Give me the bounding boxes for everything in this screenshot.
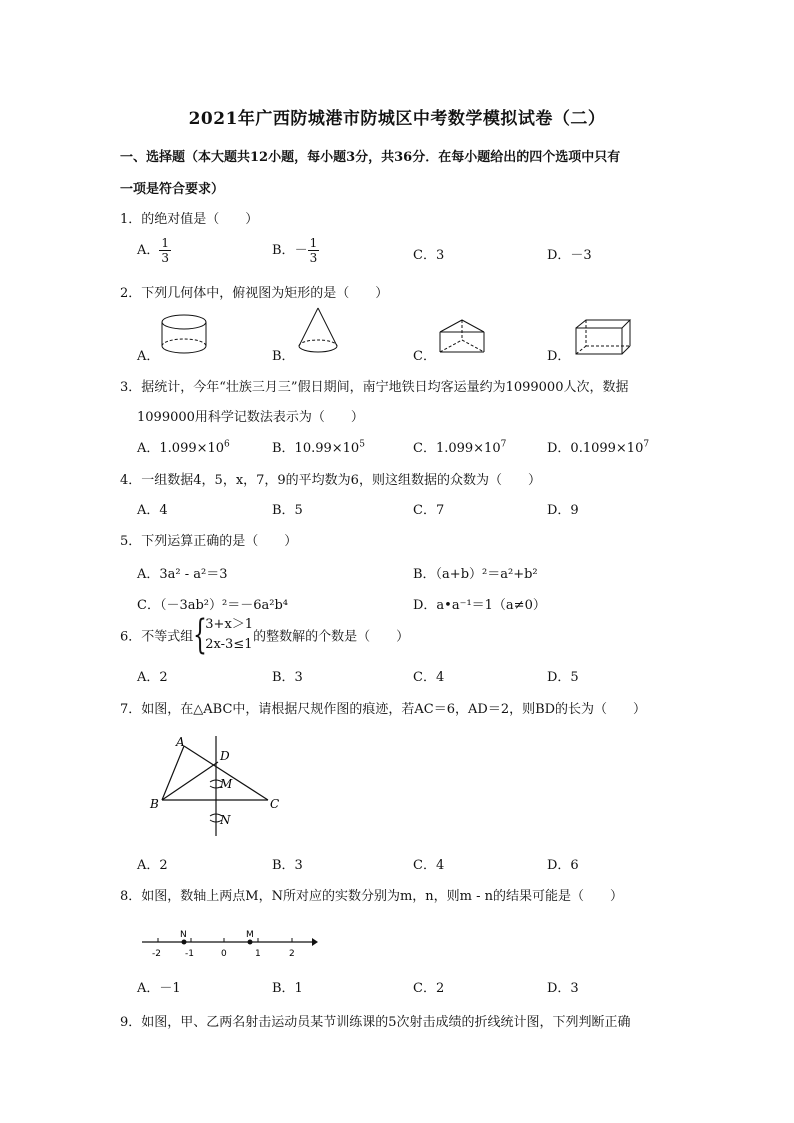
tick-label: -1: [185, 949, 194, 959]
tick-label: 1: [255, 949, 261, 959]
q2-option-a: A．: [137, 349, 160, 364]
q1-b-label: B．: [272, 243, 295, 258]
q5-option-a: A．3a² - a²＝3: [137, 567, 228, 582]
q1-b-den: 3: [309, 251, 318, 265]
triangle-construction-figure: [148, 734, 288, 844]
q5-option-c: C．（－3ab²）²＝－6a²b⁴: [137, 598, 288, 613]
tick-label: -2: [152, 949, 161, 959]
q3-c-exp: 7: [500, 439, 507, 450]
q1-option-c: C．3: [413, 248, 445, 263]
q3-a-text: A．1.099×10: [137, 441, 225, 456]
q6-option-a: A．2: [137, 670, 168, 685]
q9-stem: 9．如图，甲、乙两名射击运动员某节训练课的5次射击成绩的折线统计图，下列判断正确: [120, 1015, 631, 1030]
q1-option-b: [272, 236, 319, 265]
q6-inequality-system: [193, 612, 254, 658]
q2-stem: 2．下列几何体中，俯视图为矩形的是（ ）: [120, 286, 389, 301]
q1-a-num: 1: [161, 236, 170, 250]
q1-stem: 1．的绝对值是（ ）: [120, 212, 259, 227]
label-M: M: [220, 777, 233, 791]
q2-option-d: D．: [547, 349, 571, 364]
q1-option-a: [137, 236, 171, 265]
q8-option-b: B．1: [272, 981, 303, 996]
q7-option-b: B．3: [272, 858, 303, 873]
q3-option-a: [137, 437, 230, 456]
q1-option-d: D．－3: [547, 248, 592, 263]
q5-option-d: D．a•a⁻¹＝1（a≠0）: [413, 598, 546, 613]
page-title: 2021年广西防城港市防城区中考数学模拟试卷（二）: [188, 109, 606, 129]
q3-option-d: [547, 437, 649, 456]
q2-option-c: C．: [413, 349, 436, 364]
q3-b-text: B．10.99×10: [272, 441, 360, 456]
q3-option-b: [272, 437, 365, 456]
q6-inequality-1: 3+x＞1: [205, 617, 254, 632]
q6-option-c: C．4: [413, 670, 445, 685]
q3-stem-line2: 1099000用科学记数法表示为（ ）: [137, 410, 364, 425]
q3-c-text: C．1.099×10: [413, 441, 501, 456]
q4-option-a: A．4: [137, 503, 168, 518]
cone-icon: [296, 306, 342, 356]
section-heading-line2: 一项是符合要求）: [120, 182, 225, 197]
q3-d-exp: 7: [643, 439, 650, 450]
q6-stem-pre: 6．不等式组: [120, 629, 194, 645]
q2-option-b: B．: [272, 349, 295, 364]
q4-option-d: D．9: [547, 503, 579, 518]
label-C: C: [270, 797, 280, 811]
tick-label: 0: [221, 949, 227, 959]
q1-b-sign: －: [294, 243, 308, 258]
q6-stem: [120, 612, 410, 658]
q7-option-d: D．6: [547, 858, 579, 873]
q1-a-den: 3: [161, 251, 170, 265]
number-line-figure: [140, 928, 320, 962]
point-M-label: M: [246, 930, 254, 940]
q3-a-exp: 6: [224, 439, 230, 450]
q3-b-exp: 5: [359, 439, 365, 450]
q1-b-num: 1: [309, 236, 318, 250]
rectangular-prism-icon: [574, 318, 634, 358]
section-heading-line1: 一、选择题（本大题共12小题，每小题3分，共36分．在每小题给出的四个选项中只有: [120, 150, 621, 165]
label-N: N: [220, 813, 231, 827]
q4-stem: 4．一组数据4，5，x，7，9的平均数为6，则这组数据的众数为（ ）: [120, 473, 541, 488]
q3-option-c: [413, 437, 506, 456]
cylinder-icon: [160, 312, 210, 358]
q8-option-c: C．2: [413, 981, 445, 996]
q8-option-d: D．3: [547, 981, 579, 996]
q1-a-fraction: [159, 236, 171, 265]
q7-stem: 7．如图，在△ABC中，请根据尺规作图的痕迹，若AC＝6，AD＝2，则BD的长为（ ）: [120, 702, 647, 717]
point-N-label: N: [180, 930, 187, 940]
q6-inequality-2: 2x-3≤1: [205, 637, 253, 652]
q5-option-b: B．（a+b）²＝a²+b²: [413, 567, 538, 582]
q7-option-c: C．4: [413, 858, 445, 873]
label-D: D: [220, 749, 230, 763]
q1-b-fraction: [308, 236, 320, 265]
q5-stem: 5．下列运算正确的是（ ）: [120, 534, 298, 549]
q8-stem: 8．如图，数轴上两点M，N所对应的实数分别为m，n，则m - n的结果可能是（ ）: [120, 889, 624, 904]
tick-label: 2: [289, 949, 295, 959]
label-B: B: [150, 797, 159, 811]
q3-d-text: D．0.1099×10: [547, 441, 644, 456]
q3-stem-line1: 3．据统计，今年“壮族三月三”假日期间，南宁地铁日均客运量约为1099000人次，数据: [120, 380, 629, 395]
q6-option-d: D．5: [547, 670, 579, 685]
brace-icon: {: [193, 612, 208, 658]
triangular-prism-icon: [438, 318, 488, 356]
q8-option-a: A．－1: [137, 981, 181, 996]
q7-option-a: A．2: [137, 858, 168, 873]
q1-a-label: A．: [137, 243, 160, 258]
q6-option-b: B．3: [272, 670, 303, 685]
q4-option-c: C．7: [413, 503, 445, 518]
label-A: A: [176, 735, 185, 749]
q4-option-b: B．5: [272, 503, 303, 518]
q6-stem-post: 的整数解的个数是（ ）: [253, 629, 410, 645]
